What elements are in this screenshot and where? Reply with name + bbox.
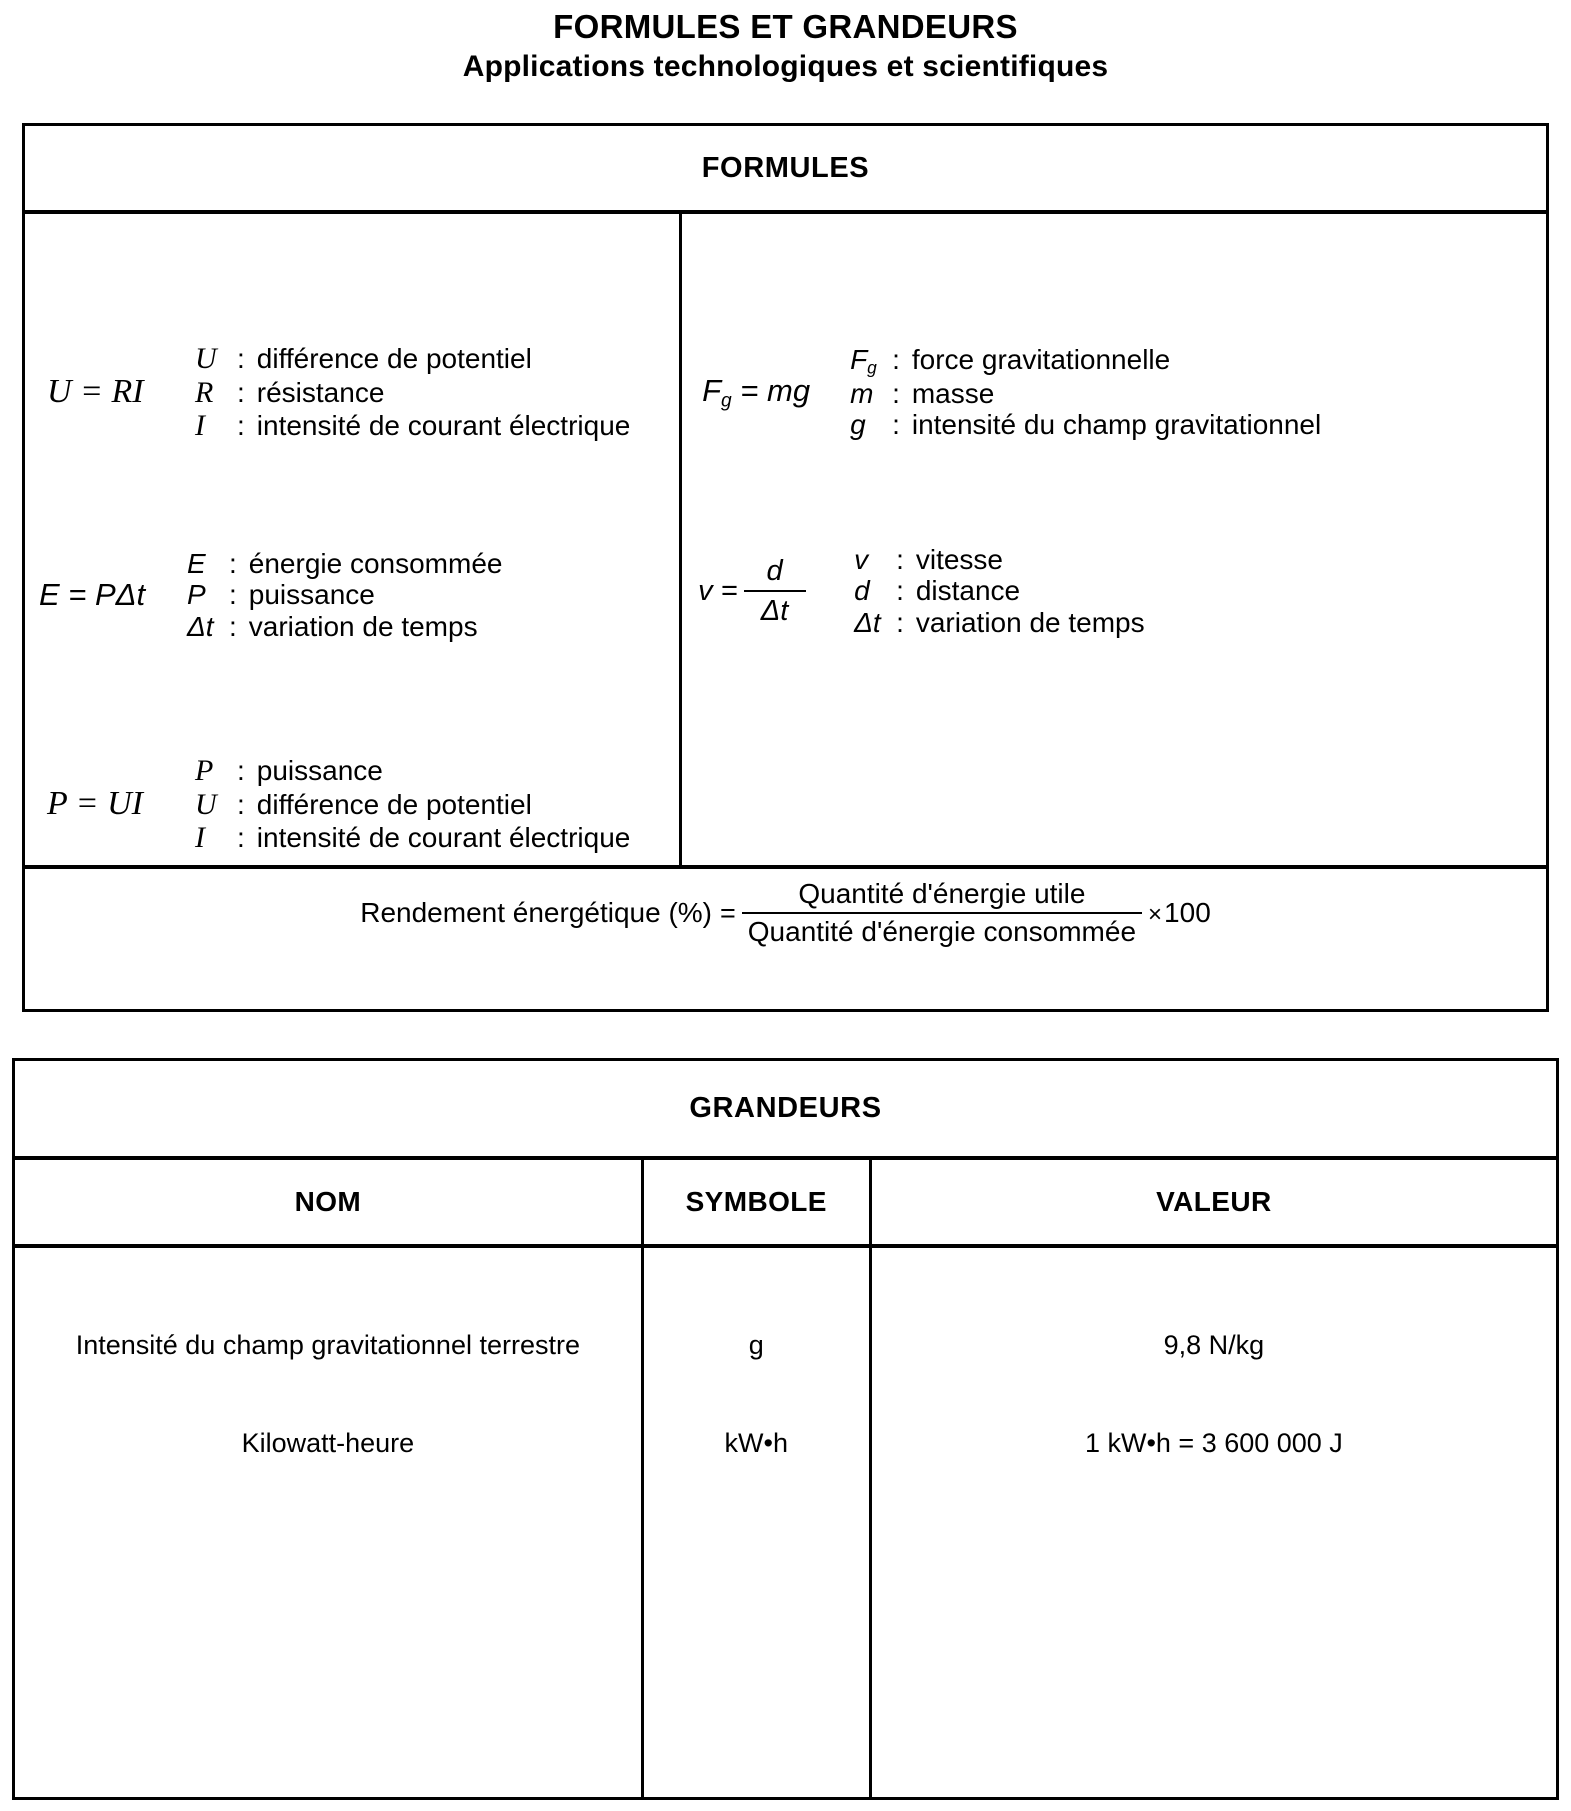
- legend-colon: :: [892, 344, 900, 375]
- formules-panel: [22, 123, 1549, 1012]
- grandeurs-table: [15, 1160, 1556, 1797]
- formula-speed-legend: [854, 544, 1145, 638]
- legend-row: [854, 544, 1145, 575]
- rendement-multiplier: [1142, 897, 1211, 929]
- formula-speed-fraction: [744, 555, 806, 628]
- formula-power: [47, 754, 630, 855]
- legend-description: vitesse: [915, 544, 1003, 575]
- column-header-nom: NOM: [15, 1160, 644, 1244]
- legend-colon: :: [237, 755, 245, 786]
- grandeurs-table-body: [15, 1248, 1556, 1797]
- fraction-bar-icon: [744, 590, 806, 592]
- legend-colon: :: [237, 788, 245, 820]
- legend-row: [854, 575, 1145, 606]
- grandeurs-valeur-column: [872, 1248, 1556, 1797]
- table-row: [15, 1394, 641, 1492]
- table-row: [872, 1394, 1556, 1492]
- legend-row: [854, 607, 1145, 638]
- legend-row: [195, 342, 630, 376]
- formula-energy-equation: E = PΔt: [39, 577, 146, 613]
- legend-symbol: I: [195, 409, 205, 443]
- grandeurs-banner-label: GRANDEURS: [689, 1092, 882, 1124]
- formula-power-legend: [195, 754, 630, 855]
- legend-symbol-subscript: g: [867, 357, 877, 378]
- legend-row: [850, 378, 1321, 409]
- legend-symbol: Δt: [187, 610, 214, 642]
- rendement-row: [25, 869, 1546, 1009]
- page-subtitle: Applications technologiques et scientifiques: [462, 49, 1109, 83]
- legend-row: [195, 821, 630, 855]
- legend-description: différence de potentiel: [256, 343, 532, 374]
- formula-gravity-subscript: g: [721, 390, 732, 412]
- legend-symbol: U: [195, 342, 217, 375]
- formula-column-left: [25, 214, 682, 865]
- legend-description: différence de potentiel: [256, 788, 532, 820]
- legend-colon: :: [237, 343, 245, 374]
- formules-banner: [25, 126, 1546, 214]
- rendement-denominator: Quantité d'énergie consommée: [747, 916, 1137, 947]
- formula-speed-numerator: d: [766, 554, 783, 587]
- legend-row: [195, 754, 630, 788]
- legend-symbol: P: [195, 754, 214, 787]
- rendement-label: Rendement énergétique (%): [360, 897, 712, 928]
- times-icon: ×: [1148, 901, 1163, 928]
- legend-symbol: I: [195, 821, 205, 855]
- legend-colon: :: [896, 575, 904, 607]
- cell-symbole: g: [748, 1329, 764, 1360]
- legend-symbol: Δt: [854, 606, 881, 638]
- legend-description: intensité de courant électrique: [256, 410, 631, 442]
- grandeurs-table-header: [15, 1160, 1556, 1248]
- table-row: [872, 1296, 1556, 1394]
- legend-colon: :: [892, 377, 900, 409]
- formula-power-equation: P = UI: [47, 785, 143, 823]
- cell-nom: Intensité du champ gravitationnel terrestre: [75, 1329, 580, 1360]
- legend-description: puissance: [256, 755, 383, 786]
- legend-symbol: v: [854, 544, 869, 575]
- legend-symbol: m: [850, 377, 874, 409]
- table-row: [15, 1296, 641, 1394]
- formules-banner-label: FORMULES: [701, 151, 870, 184]
- page-title-block: [0, 0, 1571, 85]
- legend-description: distance: [915, 575, 1021, 607]
- legend-row: [850, 344, 1321, 378]
- legend-symbol: P: [187, 579, 206, 611]
- legend-description: variation de temps: [915, 606, 1145, 638]
- legend-description: puissance: [248, 579, 375, 611]
- formula-column-right: [682, 214, 1546, 865]
- legend-symbol: g: [850, 409, 866, 441]
- column-header-symbole: SYMBOLE: [644, 1160, 872, 1244]
- formula-ohm-law: [47, 342, 630, 443]
- formula-gravity-base: F: [702, 372, 721, 408]
- formula-speed: [698, 544, 1145, 638]
- legend-row: [187, 611, 502, 642]
- grandeurs-banner: [15, 1061, 1556, 1160]
- legend-description: force gravitationnelle: [911, 344, 1171, 375]
- legend-symbol-base: F: [850, 344, 868, 375]
- table-row: [644, 1296, 869, 1394]
- rendement-fraction: [742, 878, 1142, 949]
- formula-speed-denominator: Δt: [760, 595, 789, 628]
- legend-description: variation de temps: [248, 610, 478, 642]
- formula-energy: [39, 548, 502, 642]
- formula-energy-legend: [187, 548, 502, 642]
- legend-symbol: [850, 344, 892, 378]
- legend-colon: :: [229, 610, 237, 642]
- legend-colon: :: [892, 409, 900, 441]
- legend-description: masse: [911, 377, 995, 409]
- formula-speed-lhs: v =: [698, 574, 738, 607]
- legend-colon: :: [896, 606, 904, 638]
- legend-row: [195, 788, 630, 822]
- rendement-equals: =: [720, 897, 736, 928]
- formula-gravity-legend: [850, 344, 1321, 441]
- cell-nom: Kilowatt-heure: [241, 1427, 415, 1458]
- formula-gravity-equation: [702, 373, 850, 412]
- page-title: FORMULES ET GRANDEURS: [553, 8, 1018, 45]
- legend-symbol: d: [854, 575, 870, 607]
- legend-row: [195, 376, 630, 410]
- legend-colon: :: [229, 579, 237, 611]
- grandeurs-symbole-column: [644, 1248, 872, 1797]
- formula-speed-equation: [698, 555, 854, 628]
- rendement-numerator: Quantité d'énergie utile: [798, 877, 1086, 909]
- legend-row: [187, 548, 502, 579]
- cell-valeur: 1 kW•h = 3 600 000 J: [1084, 1427, 1343, 1458]
- formula-columns: [25, 214, 1546, 869]
- formula-gravity-rest: = mg: [731, 372, 811, 408]
- cell-symbole: kW•h: [724, 1427, 788, 1458]
- legend-colon: :: [237, 822, 245, 854]
- legend-symbol: R: [195, 375, 214, 409]
- legend-colon: :: [237, 410, 245, 442]
- legend-description: énergie consommée: [248, 548, 503, 579]
- grandeurs-panel: [12, 1058, 1559, 1800]
- cell-valeur: 9,8 N/kg: [1163, 1329, 1265, 1360]
- rendement-formula: [360, 878, 1211, 949]
- column-header-valeur: VALEUR: [1156, 1186, 1272, 1217]
- legend-symbol: U: [195, 787, 217, 821]
- legend-colon: :: [229, 548, 237, 579]
- legend-description: résistance: [256, 376, 385, 408]
- rendement-multiplier-value: 100: [1164, 897, 1211, 928]
- legend-colon: :: [896, 544, 904, 575]
- legend-description: intensité de courant électrique: [256, 822, 631, 854]
- table-row: [644, 1394, 869, 1492]
- legend-colon: :: [237, 376, 245, 408]
- formula-ohm-equation: U = RI: [47, 373, 144, 411]
- legend-row: [850, 409, 1321, 440]
- legend-description: intensité du champ gravitationnel: [911, 409, 1322, 441]
- formula-ohm-legend: [195, 342, 630, 443]
- fraction-bar-icon: [742, 912, 1142, 914]
- legend-symbol: E: [187, 548, 206, 579]
- grandeurs-nom-column: [15, 1248, 644, 1797]
- legend-row: [195, 409, 630, 443]
- formula-gravity: [702, 344, 1321, 441]
- legend-row: [187, 579, 502, 610]
